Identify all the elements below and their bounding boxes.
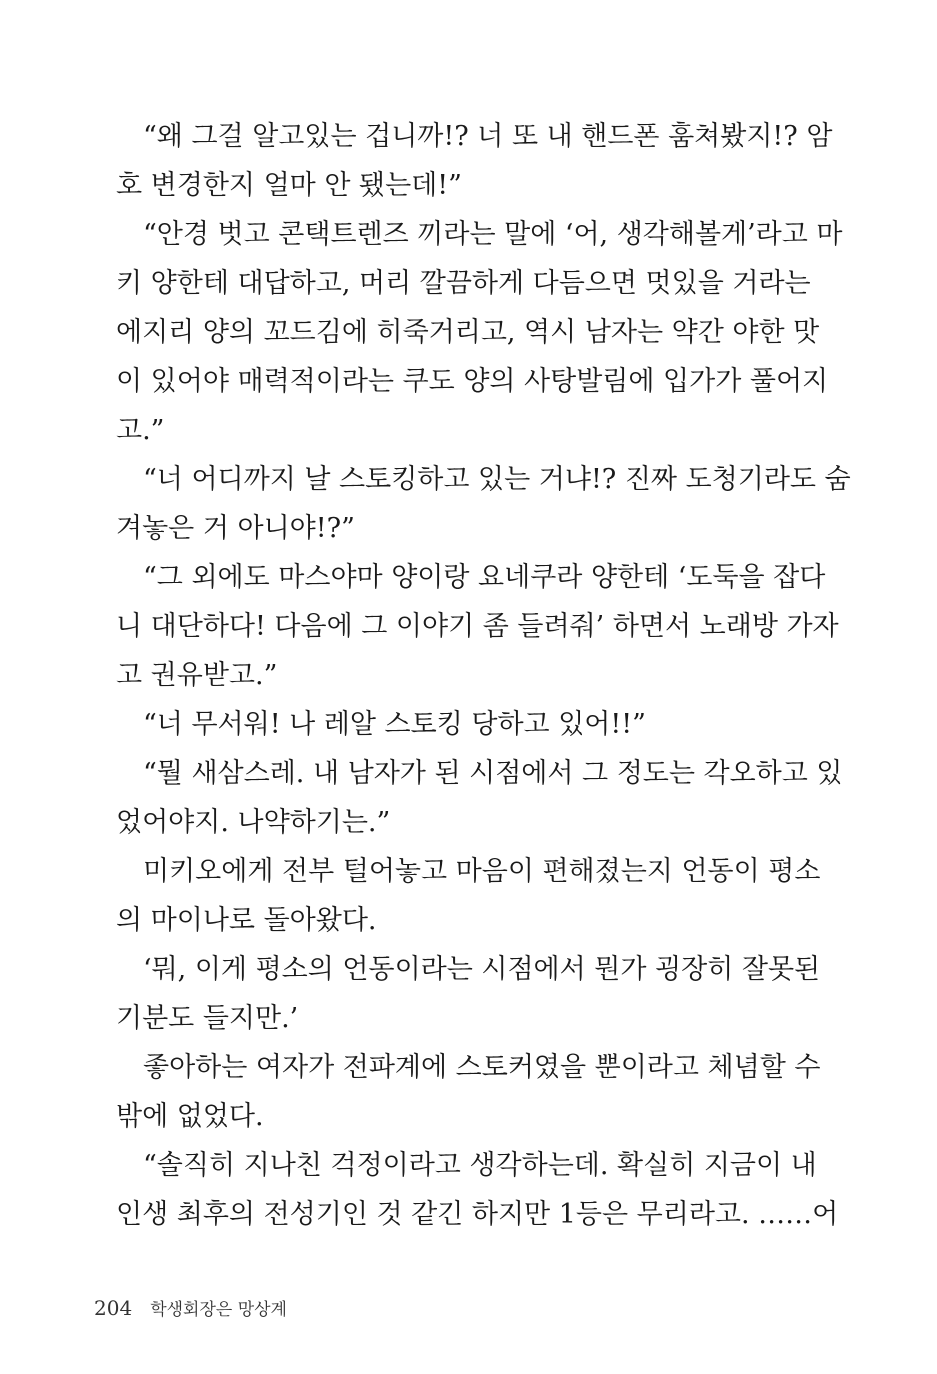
text-line-22: “솔직히 지나친 걱정이라고 생각하는데. 확실히 지금이 내 [143, 1150, 817, 1181]
text-line-18: ‘뭐, 이게 평소의 언동이라는 시점에서 뭔가 굉장히 잘못된 [143, 954, 821, 985]
text-line-21: 밖에 없었다. [116, 1101, 264, 1132]
text-line-3: “안경 벗고 콘택트렌즈 끼라는 말에 ‘어, 생각해볼게’라고 마 [143, 219, 843, 250]
text-line-16: 미키오에게 전부 털어놓고 마음이 편해졌는지 언동이 평소 [143, 856, 821, 887]
text-line-20: 좋아하는 여자가 전파계에 스토커였을 뿐이라고 체념할 수 [143, 1052, 821, 1083]
text-line-19: 기분도 들지만.’ [116, 1003, 299, 1034]
text-line-13: “너 무서워! 나 레알 스토킹 당하고 있어!!” [143, 709, 646, 740]
page-number: 204 [94, 1296, 133, 1320]
text-line-11: 니 대단하다! 다음에 그 이야기 좀 들려줘’ 하면서 노래방 가자 [116, 611, 839, 642]
text-line-14: “뭘 새삼스레. 내 남자가 된 시점에서 그 정도는 각오하고 있 [143, 758, 843, 789]
running-title: 학생회장은 망상계 [150, 1300, 287, 1320]
text-line-2: 호 변경한지 얼마 안 됐는데!” [116, 170, 462, 201]
text-line-4: 키 양한테 대답하고, 머리 깔끔하게 다듬으면 멋있을 거라는 [116, 268, 811, 299]
text-line-12: 고 권유받고.” [116, 660, 278, 691]
text-line-9: 겨놓은 거 아니야!?” [116, 513, 355, 544]
text-line-6: 이 있어야 매력적이라는 쿠도 양의 사탕발림에 입가가 풀어지 [116, 366, 829, 397]
text-line-5: 에지리 양의 꼬드김에 히죽거리고, 역시 남자는 약간 야한 맛 [116, 317, 820, 348]
text-line-23: 인생 최후의 전성기인 것 같긴 하지만 1등은 무리라고. ……어 [116, 1199, 839, 1230]
text-line-7: 고.” [116, 415, 165, 446]
text-line-10: “그 외에도 마스야마 양이랑 요네쿠라 양한테 ‘도둑을 잡다 [143, 562, 826, 593]
text-line-15: 었어야지. 나약하기는.” [116, 807, 391, 838]
body-text [116, 112, 851, 1239]
text-line-8: “너 어디까지 날 스토킹하고 있는 거냐!? 진짜 도청기라도 숨 [143, 464, 851, 495]
text-line-17: 의 마이나로 돌아왔다. [116, 905, 377, 936]
text-line-1: “왜 그걸 알고있는 겁니까!? 너 또 내 핸드폰 훔쳐봤지!? 암 [143, 121, 833, 152]
page-footer [94, 1292, 287, 1324]
